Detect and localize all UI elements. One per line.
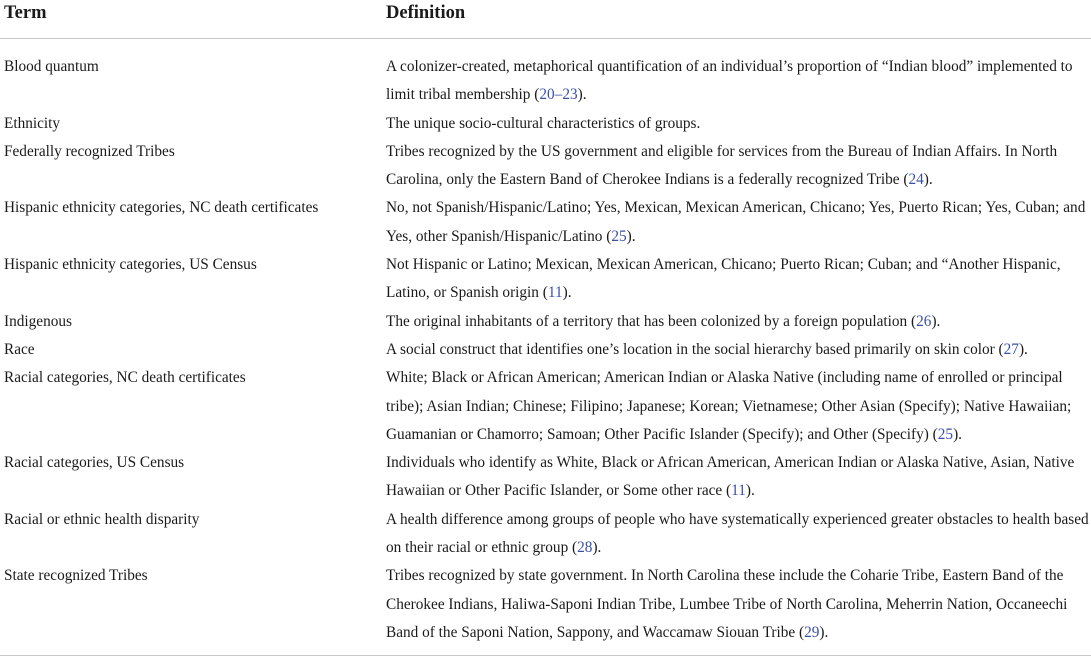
definition-cell — [382, 110, 1091, 138]
table-row — [0, 562, 1091, 647]
reference-link[interactable]: 24 — [908, 171, 924, 189]
term-cell: Hispanic ethnicity categories, NC death certificates — [4, 199, 319, 217]
definition-cell — [382, 364, 1091, 449]
definition-cell — [382, 194, 1091, 251]
definition-text: Tribes recognized by the US government and eligible for services from the Bureau of Indian Affairs. In North Carolina, only the Eastern Band of Cherokee Indians is a federally recognized Tribe ( — [386, 142, 1058, 189]
definition-cell — [382, 506, 1091, 563]
definition-cell — [382, 53, 1091, 110]
term-column-header: Term — [4, 3, 47, 23]
definition-cell — [382, 449, 1091, 506]
definition-text: A health difference among groups of people who have systematically experienced greater obstacles to health based on their racial or ethnic group ( — [386, 510, 1089, 557]
definition-column-header: Definition — [386, 3, 466, 23]
definition-cell — [382, 138, 1091, 195]
reference-link[interactable]: 27 — [1003, 340, 1019, 358]
table-row — [0, 364, 1091, 449]
definition-text: ). — [562, 284, 572, 302]
table-row — [0, 110, 1091, 138]
table-row — [0, 449, 1091, 506]
definition-text: ). — [592, 539, 602, 557]
definition-text: ). — [1018, 340, 1028, 358]
term-cell: Racial categories, NC death certificates — [4, 369, 246, 387]
definition-text: The unique socio-cultural characteristics of groups. — [386, 114, 701, 132]
table-body — [0, 53, 1091, 647]
definition-cell — [382, 251, 1091, 308]
reference-link[interactable]: 26 — [916, 312, 932, 330]
table-header — [0, 0, 1091, 39]
definition-text: ). — [923, 171, 933, 189]
table-row — [0, 138, 1091, 195]
term-cell: Blood quantum — [4, 58, 99, 75]
reference-link[interactable]: 25 — [937, 425, 954, 443]
table-bottom-rule — [0, 655, 1091, 656]
definition-text: ). — [953, 425, 962, 443]
definition-text: ). — [577, 86, 587, 104]
definition-text: Tribes recognized by state government. In North Carolina these include the Coharie Tribe, Eastern Band of the Cherokee Indians, Haliwa-Saponi Indian Tribe, Lumbee Tribe of North Carolina, Meherrin Nation, Occaneechi Band of the Saponi Nation, Sappony, and Waccamaw Siouan Tribe ( — [386, 567, 1068, 641]
table-row — [0, 194, 1091, 251]
term-cell: Hispanic ethnicity categories, US Census — [4, 256, 257, 274]
table-row — [0, 53, 1091, 110]
definition-cell — [382, 562, 1091, 647]
term-cell: Racial categories, US Census — [4, 454, 185, 472]
term-cell: Race — [4, 340, 35, 358]
definition-text: ). — [931, 312, 941, 330]
reference-link[interactable]: 29 — [804, 623, 820, 641]
reference-link[interactable]: 20–23 — [539, 86, 578, 104]
definition-text: The original inhabitants of a territory that has been colonized by a foreign population ( — [386, 312, 917, 330]
reference-link[interactable]: 11 — [731, 482, 746, 500]
definition-cell — [382, 336, 1091, 364]
reference-link[interactable]: 25 — [611, 227, 627, 245]
definition-text: Individuals who identify as White, Black or African American, American Indian or Alaska Native, Asian, Native Hawaiian or Other Pacific Islander, or Some other race ( — [386, 454, 1075, 500]
definition-text: No, not Spanish/Hispanic/Latino; Yes, Mexican, Mexican American, Chicano; Yes, Puerto Rican; Yes, Cuban; and Yes, other Spanish/Hispanic/Latino ( — [386, 199, 1086, 245]
table-row — [0, 251, 1091, 308]
definition-text: White; Black or African American; American Indian or Alaska Native (including name of enrolled or principal tribe); Asian Indian; Chinese; Filipino; Japanese; Korean; Vietnamese; Other Asian (Specify); Native Hawaiian; Guamanian or Chamorro; Samoan; Other Pacific Islander (Specify); and Other (Specify) ( — [386, 369, 1072, 443]
definition-text: Not Hispanic or Latino; Mexican, Mexican American, Chicano; Puerto Rican; Cuban; and “Another Hispanic, Latino, or Spanish origin ( — [386, 256, 1061, 302]
reference-link[interactable]: 28 — [577, 539, 593, 557]
reference-link[interactable]: 11 — [547, 284, 563, 302]
definition-text: ). — [819, 623, 829, 641]
term-cell: Racial or ethnic health disparity — [4, 510, 200, 528]
definition-text: ). — [745, 482, 755, 500]
term-cell: State recognized Tribes — [4, 567, 148, 585]
term-cell: Indigenous — [4, 312, 72, 330]
definition-cell — [382, 308, 1091, 336]
term-cell: Federally recognized Tribes — [4, 142, 175, 160]
definition-text: A colonizer-created, metaphorical quantification of an individual’s proportion of “Indian blood” implemented to limit tribal membership ( — [386, 58, 1073, 104]
definition-text: ). — [626, 227, 636, 245]
table-row — [0, 308, 1091, 336]
definition-text: A social construct that identifies one’s location in the social hierarchy based primarily on skin color ( — [386, 340, 1004, 358]
table-row — [0, 336, 1091, 364]
term-cell: Ethnicity — [4, 114, 61, 132]
table-row — [0, 506, 1091, 563]
